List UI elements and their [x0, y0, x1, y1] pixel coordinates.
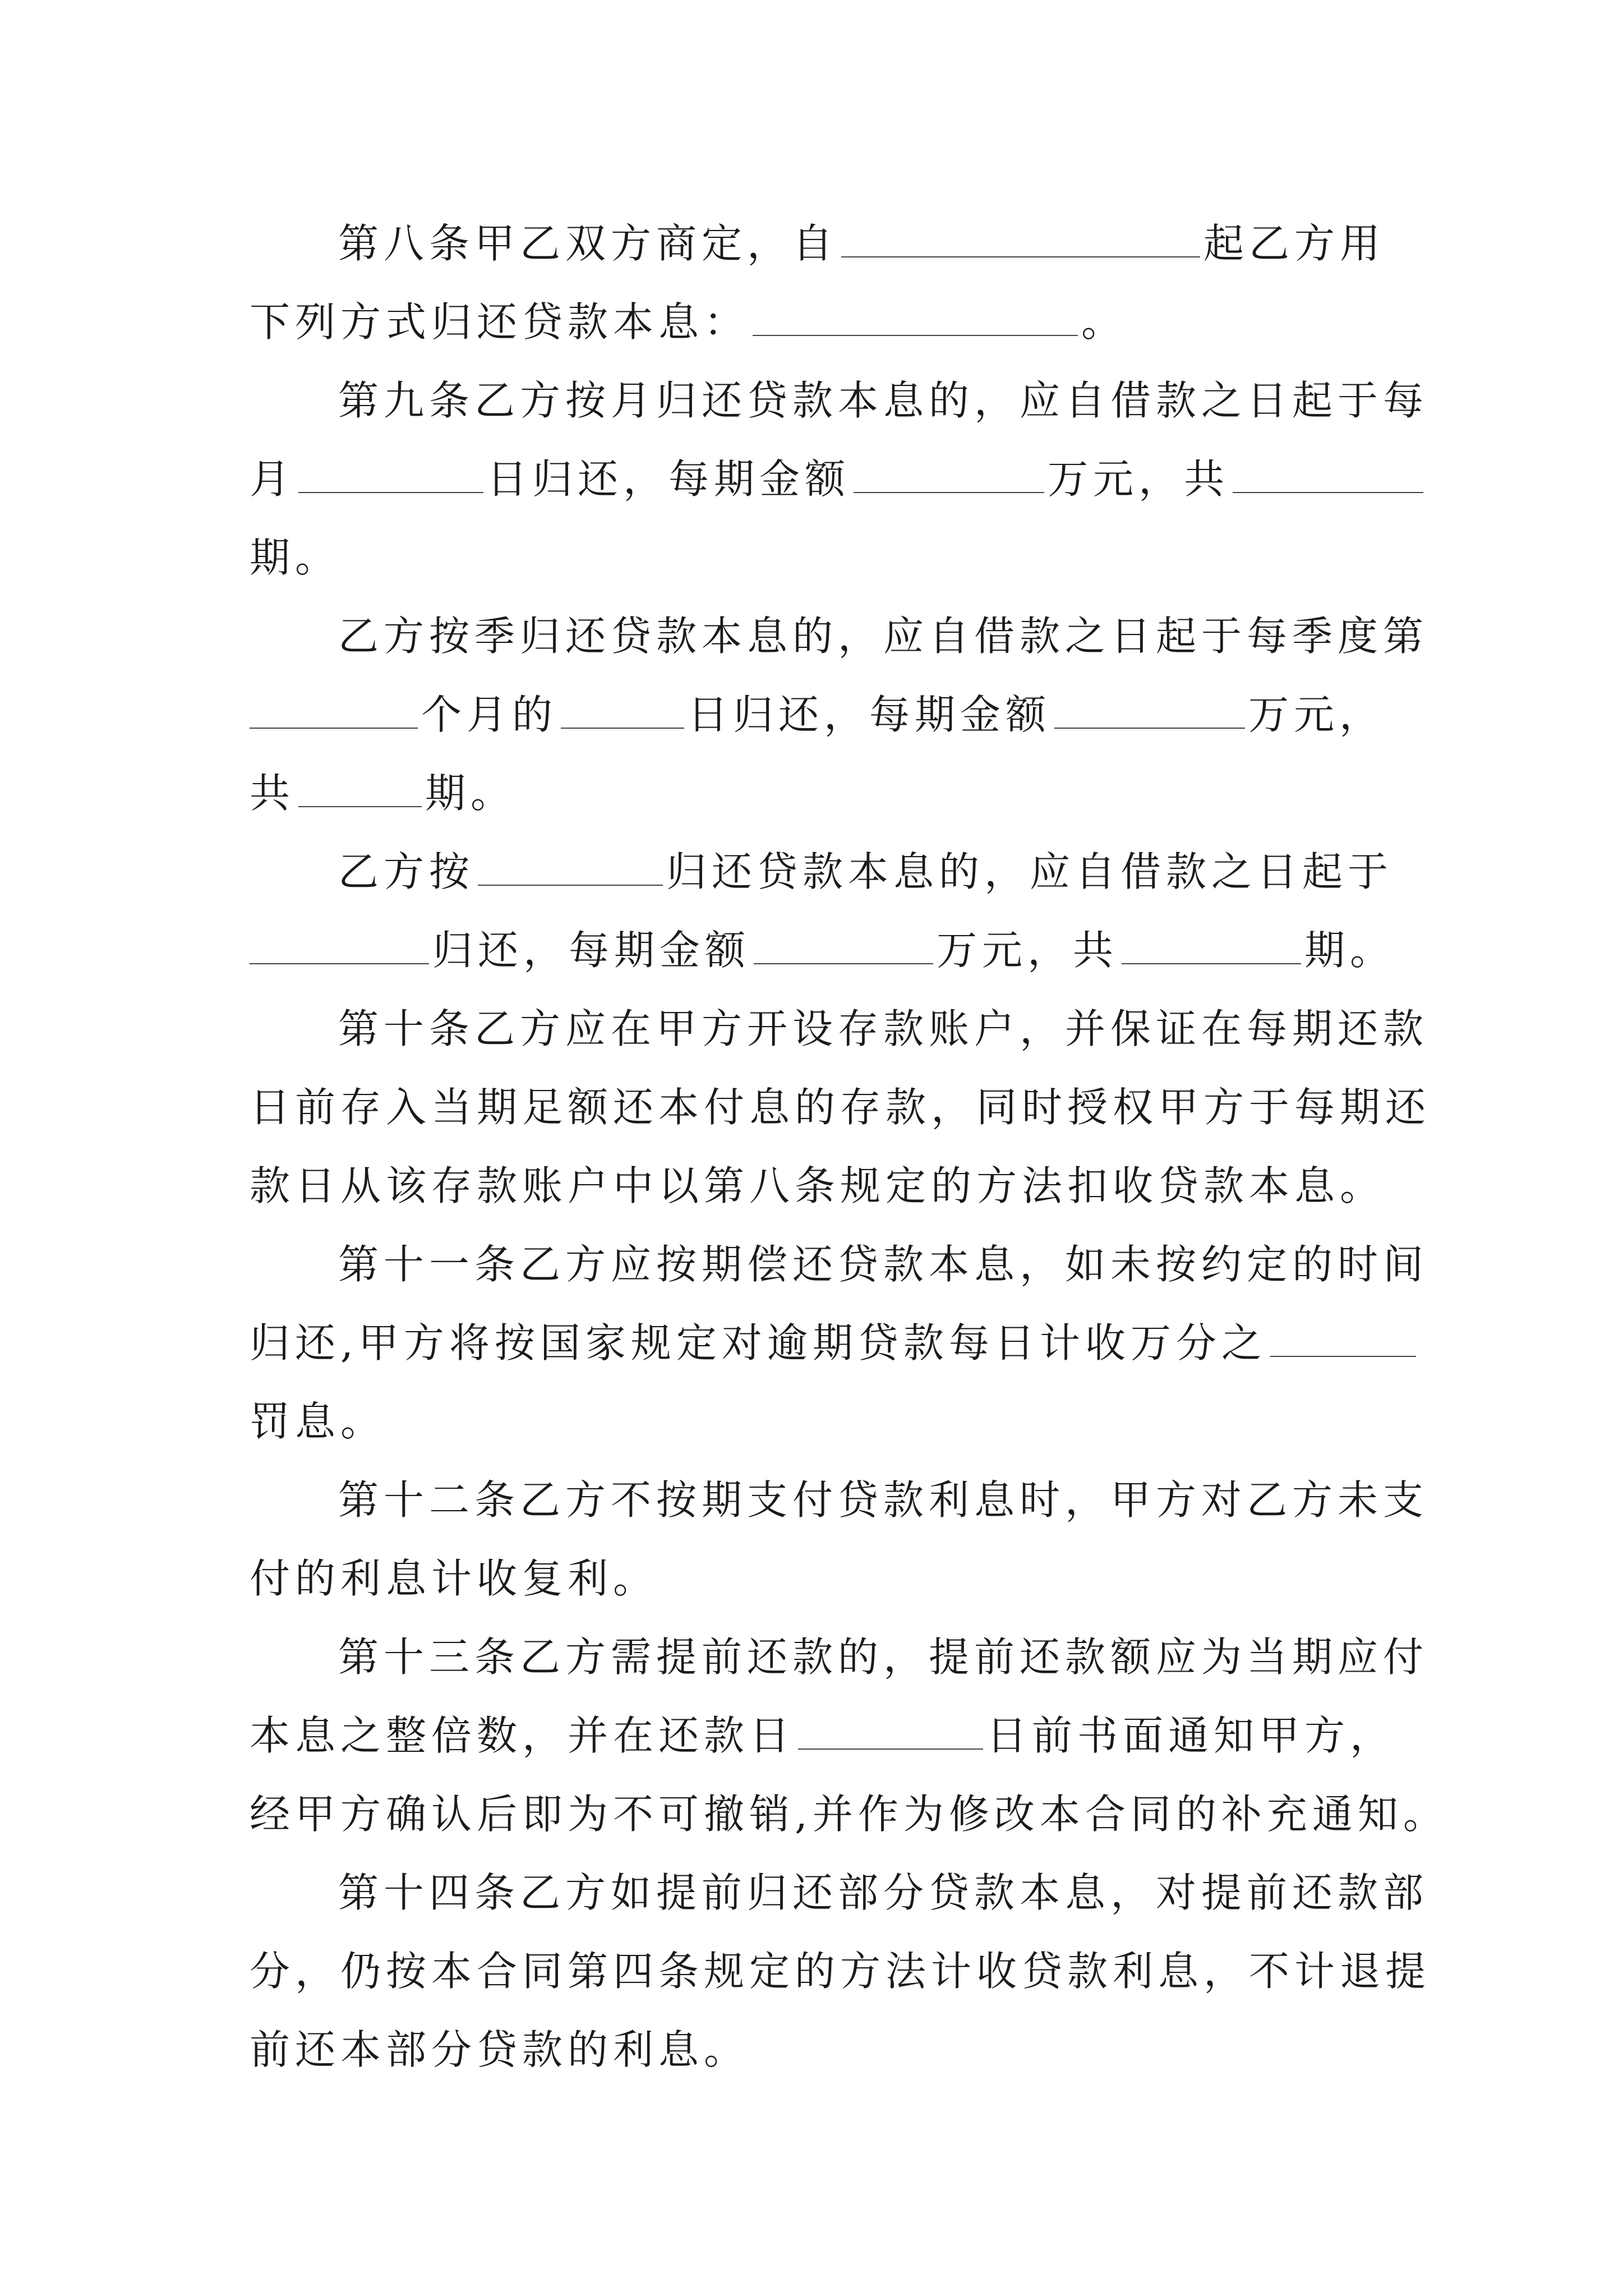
text: 万元， [1248, 691, 1385, 738]
text: 归还,甲方将按国家规定对逾期贷款每日计收万分之 [250, 1319, 1267, 1366]
article-14-line-3 [250, 2022, 749, 2078]
article-13-line-3 [250, 1786, 1449, 1842]
article-14-line-2 [250, 1943, 1431, 1999]
text: 归还，每期金额 [432, 927, 751, 974]
blank-field[interactable] [1054, 693, 1245, 729]
text: 第九条乙方按月归还贷款本息的，应自借款之日起于每 [338, 377, 1429, 424]
blank-field[interactable] [250, 693, 418, 729]
text: 日前存入当期足额还本付息的存款，同时授权甲方于每期还 [250, 1084, 1431, 1131]
text: 共 [250, 770, 296, 817]
text: 第八条甲乙双方商定，自 [338, 220, 838, 267]
article-8-line-1 [338, 215, 1385, 272]
blank-field[interactable] [250, 928, 429, 964]
article-13-line-1 [338, 1629, 1428, 1685]
text: 起乙方用 [1204, 220, 1386, 267]
blank-field[interactable] [1270, 1321, 1416, 1357]
text: 。 [1081, 298, 1127, 346]
blank-field[interactable] [754, 928, 933, 964]
article-9-line-1 [338, 372, 1428, 429]
text: 万元，共 [937, 927, 1119, 974]
text: 期。 [425, 770, 517, 817]
quarterly-line-3 [250, 765, 516, 821]
text: 第十条乙方应在甲方开设存款账户，并保证在每期还款 [338, 1005, 1429, 1052]
quarterly-line-1 [338, 608, 1428, 664]
text: 日归还，每期金额 [688, 691, 1052, 738]
text: 乙方按 [338, 848, 475, 895]
text: 分，仍按本合同第四条规定的方法计收贷款利息，不计退提 [250, 1948, 1431, 1995]
text: 期。 [1304, 927, 1396, 974]
other-period-line-1 [338, 844, 1393, 900]
text: 付的利息计收复利。 [250, 1555, 659, 1602]
text: 月 [250, 455, 296, 503]
text: 罚息。 [250, 1398, 386, 1445]
article-10-line-1 [338, 1001, 1428, 1057]
article-9-line-2 [250, 451, 1427, 507]
text: 第十二条乙方不按期支付贷款利息时，甲方对乙方未支 [338, 1476, 1429, 1524]
text: 个月的 [421, 691, 558, 738]
text: 第十四条乙方如提前归还部分贷款本息，对提前还款部 [338, 1869, 1429, 1916]
text: 本息之整倍数，并在还款日 [250, 1712, 795, 1759]
text: 经甲方确认后即为不可撤销,并作为修改本合同的补充通知。 [250, 1791, 1449, 1838]
text: 第十一条乙方应按期偿还贷款本息，如未按约定的时间 [338, 1241, 1429, 1288]
article-11-line-1 [338, 1236, 1428, 1292]
blank-field[interactable] [1233, 457, 1423, 493]
article-8-line-2 [250, 294, 1127, 350]
text: 第十三条乙方需提前还款的，提前还款额应为当期应付 [338, 1634, 1429, 1681]
text: 期。 [250, 534, 341, 581]
quarterly-line-2 [250, 687, 1385, 743]
article-12-line-1 [338, 1472, 1428, 1528]
blank-field[interactable] [841, 222, 1200, 257]
article-10-line-3 [250, 1158, 1385, 1214]
text: 款日从该存款账户中以第八条规定的方法扣收贷款本息。 [250, 1162, 1386, 1209]
article-12-line-2 [250, 1550, 658, 1607]
text: 日归还，每期金额 [487, 455, 851, 503]
blank-field[interactable] [561, 693, 684, 729]
article-10-line-2 [250, 1079, 1431, 1135]
text: 乙方按季归还贷款本息的，应自借款之日起于每季度第 [338, 613, 1429, 660]
article-11-line-2 [250, 1315, 1419, 1371]
text: 前还本部分贷款的利息。 [250, 2026, 750, 2073]
blank-field[interactable] [753, 300, 1078, 336]
blank-field[interactable] [1122, 928, 1301, 964]
text: 归还贷款本息的，应自借款之日起于 [666, 848, 1394, 895]
article-14-line-1 [338, 1865, 1428, 1921]
other-period-line-2 [250, 922, 1395, 978]
blank-field[interactable] [478, 850, 663, 886]
blank-field[interactable] [854, 457, 1044, 493]
text: 日前书面通知甲方， [986, 1712, 1396, 1759]
article-9-line-3 [250, 530, 340, 586]
blank-field[interactable] [298, 457, 483, 493]
blank-field[interactable] [798, 1714, 983, 1750]
text: 下列方式归还贷款本息： [250, 298, 750, 346]
text: 万元，共 [1048, 455, 1230, 503]
article-11-line-3 [250, 1393, 386, 1450]
blank-field[interactable] [298, 771, 422, 807]
article-13-line-2 [250, 1708, 1395, 1764]
